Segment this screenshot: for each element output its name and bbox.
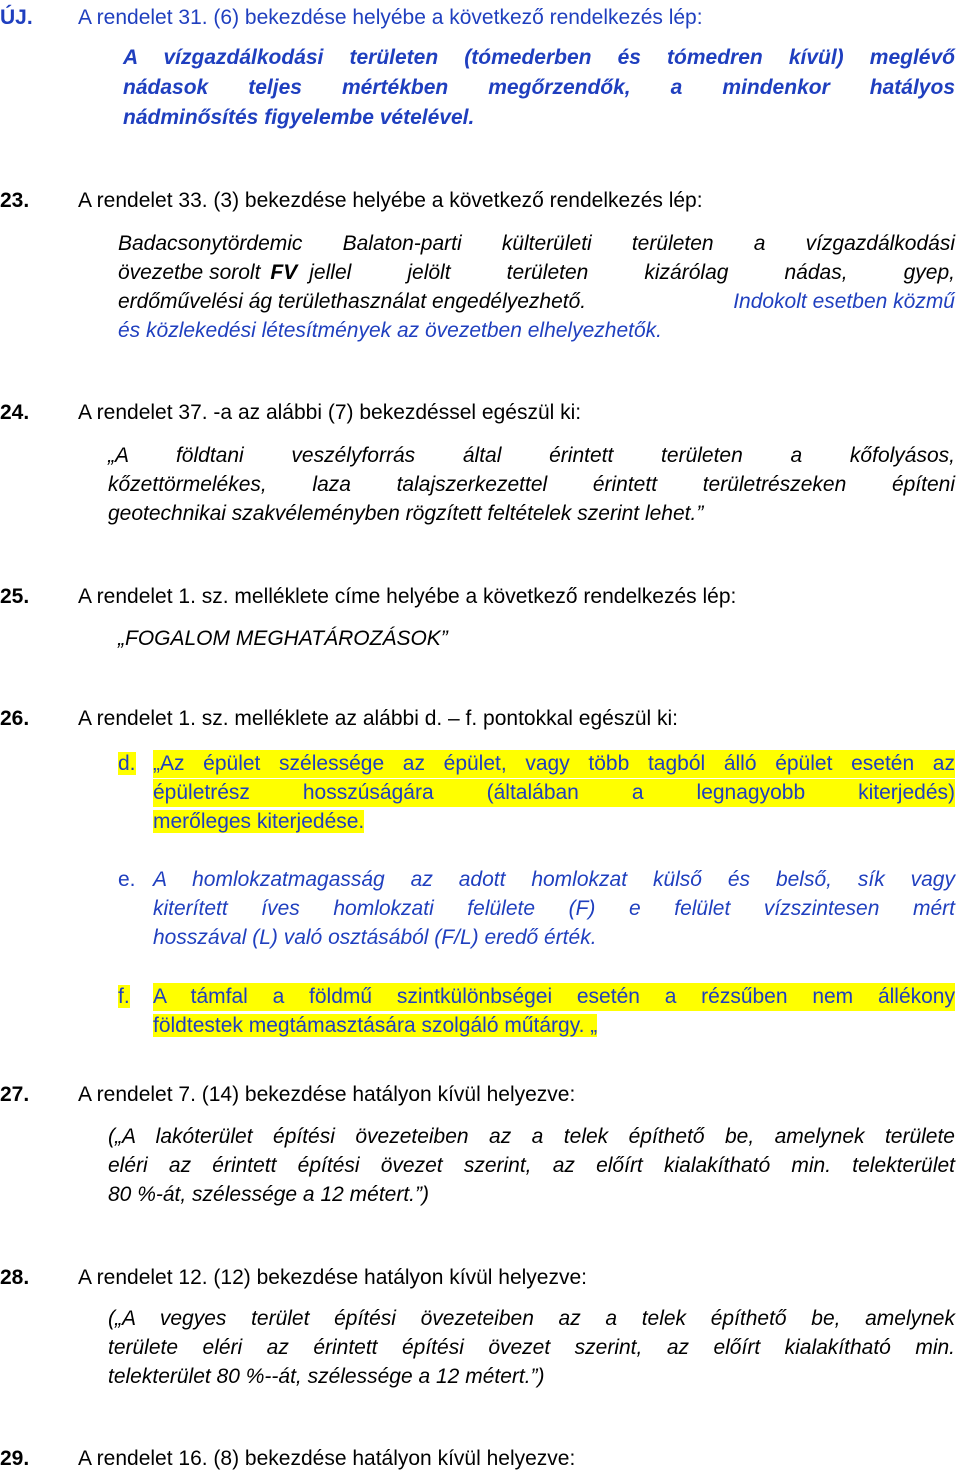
section-intro-29: A rendelet 16. (8) bekezdése hatályon kívül helyezve: <box>78 1447 576 1470</box>
section-intro-27: A rendelet 7. (14) bekezdése hatályon kívül helyezve: <box>78 1083 576 1106</box>
quote-line-mixed <box>118 259 955 287</box>
section-num-23: 23. <box>0 189 30 212</box>
quote-line: („A lakóterület építési övezeteiben az a telek építhető be, amelynek területe <box>108 1125 955 1148</box>
quote-line: telekterület 80 %--át, szélessége a 12 métert.”) <box>108 1365 545 1388</box>
section-num-26: 26. <box>0 707 30 730</box>
section-intro-26: A rendelet 1. sz. melléklete az alábbi d. – f. pontokkal egészül ki: <box>78 707 679 730</box>
item-f-line: földtestek megtámasztására szolgáló műtárgy. „ <box>153 1014 598 1037</box>
quote-text: övezetbe sorolt <box>118 261 261 284</box>
quote-text: erdőművelési ág területhasználat engedélyezhető. <box>118 290 587 313</box>
item-d-line: „Az épület szélessége az épület, vagy több tagból álló épület esetén az <box>153 750 955 778</box>
quote-line: „A földtani veszélyforrás által érintett területen a kőfolyásos, <box>108 444 955 467</box>
quote-line: nádasok teljes mértékben megőrzendők, a mindenkor hatályos <box>123 76 955 99</box>
section-num-28: 28. <box>0 1266 30 1289</box>
section-num-29: 29. <box>0 1447 30 1470</box>
quote-text-inserted: Indokolt esetben közmű <box>733 290 955 313</box>
item-label-f: f. <box>118 985 130 1008</box>
quote-line: geotechnikai szakvéleményben rögzített feltételek szerint lehet.” <box>108 502 704 525</box>
quote-line: és közlekedési létesítmények az övezetben elhelyezhetők. <box>118 319 662 342</box>
quote-line: Badacsonytördemic Balaton-parti külterületi területen a vízgazdálkodási <box>118 232 955 255</box>
section-intro-24: A rendelet 37. -a az alábbi (7) bekezdéssel egészül ki: <box>78 401 582 424</box>
section-intro-23: A rendelet 33. (3) bekezdése helyébe a következő rendelkezés lép: <box>78 189 703 212</box>
section-num-25: 25. <box>0 585 30 608</box>
quote-line: területe eléri az érintett építési övezet szerint, az előírt kialakítható min. <box>108 1336 955 1359</box>
item-e-line: hosszával (L) való osztásából (F/L) eredő érték. <box>153 926 597 949</box>
quote-line: eléri az érintett építési övezet szerint, az előírt kialakítható min. telekterület <box>108 1154 955 1177</box>
section-intro-28: A rendelet 12. (12) bekezdése hatályon kívül helyezve: <box>78 1266 587 1289</box>
quote-line-mixed <box>118 288 955 316</box>
section-num-27: 27. <box>0 1083 30 1106</box>
item-d-line: épületrész hosszúságára (általában a legnagyobb kiterjedés) <box>153 779 955 807</box>
quote-line: 80 %-át, szélessége a 12 métert.”) <box>108 1183 429 1206</box>
quote-line: nádminősítés figyelembe vételével. <box>123 106 475 129</box>
quote-line: „FOGALOM MEGHATÁROZÁSOK” <box>118 627 448 650</box>
quote-text: jellel jelölt területen kizárólag nádas, gyep, <box>309 261 955 284</box>
item-e-line: kiterített íves homlokzati felülete (F) e felület vízszintesen mért <box>153 897 955 920</box>
zone-code: FV <box>270 261 298 284</box>
section-intro-uj: A rendelet 31. (6) bekezdése helyébe a következő rendelkezés lép: <box>78 6 703 29</box>
section-intro-25: A rendelet 1. sz. melléklete címe helyébe a következő rendelkezés lép: <box>78 585 737 608</box>
item-f-line: A támfal a földmű szintkülönbségei esetén a rézsűben nem állékony <box>153 983 955 1011</box>
quote-line: („A vegyes terület építési övezeteiben az a telek építhető be, amelynek <box>108 1307 955 1330</box>
item-label-e: e. <box>118 868 136 891</box>
quote-line: kőzettörmelékes, laza talajszerkezettel érintett területrészeken építeni <box>108 473 955 496</box>
item-e-line: A homlokzatmagasság az adott homlokzat külső és belső, sík vagy <box>153 868 955 891</box>
section-num-24: 24. <box>0 401 30 424</box>
item-d-line: merőleges kiterjedése. <box>153 810 365 833</box>
section-num-uj: ÚJ. <box>0 6 33 29</box>
quote-line: A vízgazdálkodási területen (tómederben és tómedren kívül) meglévő <box>123 46 955 69</box>
item-label-d: d. <box>118 752 136 775</box>
